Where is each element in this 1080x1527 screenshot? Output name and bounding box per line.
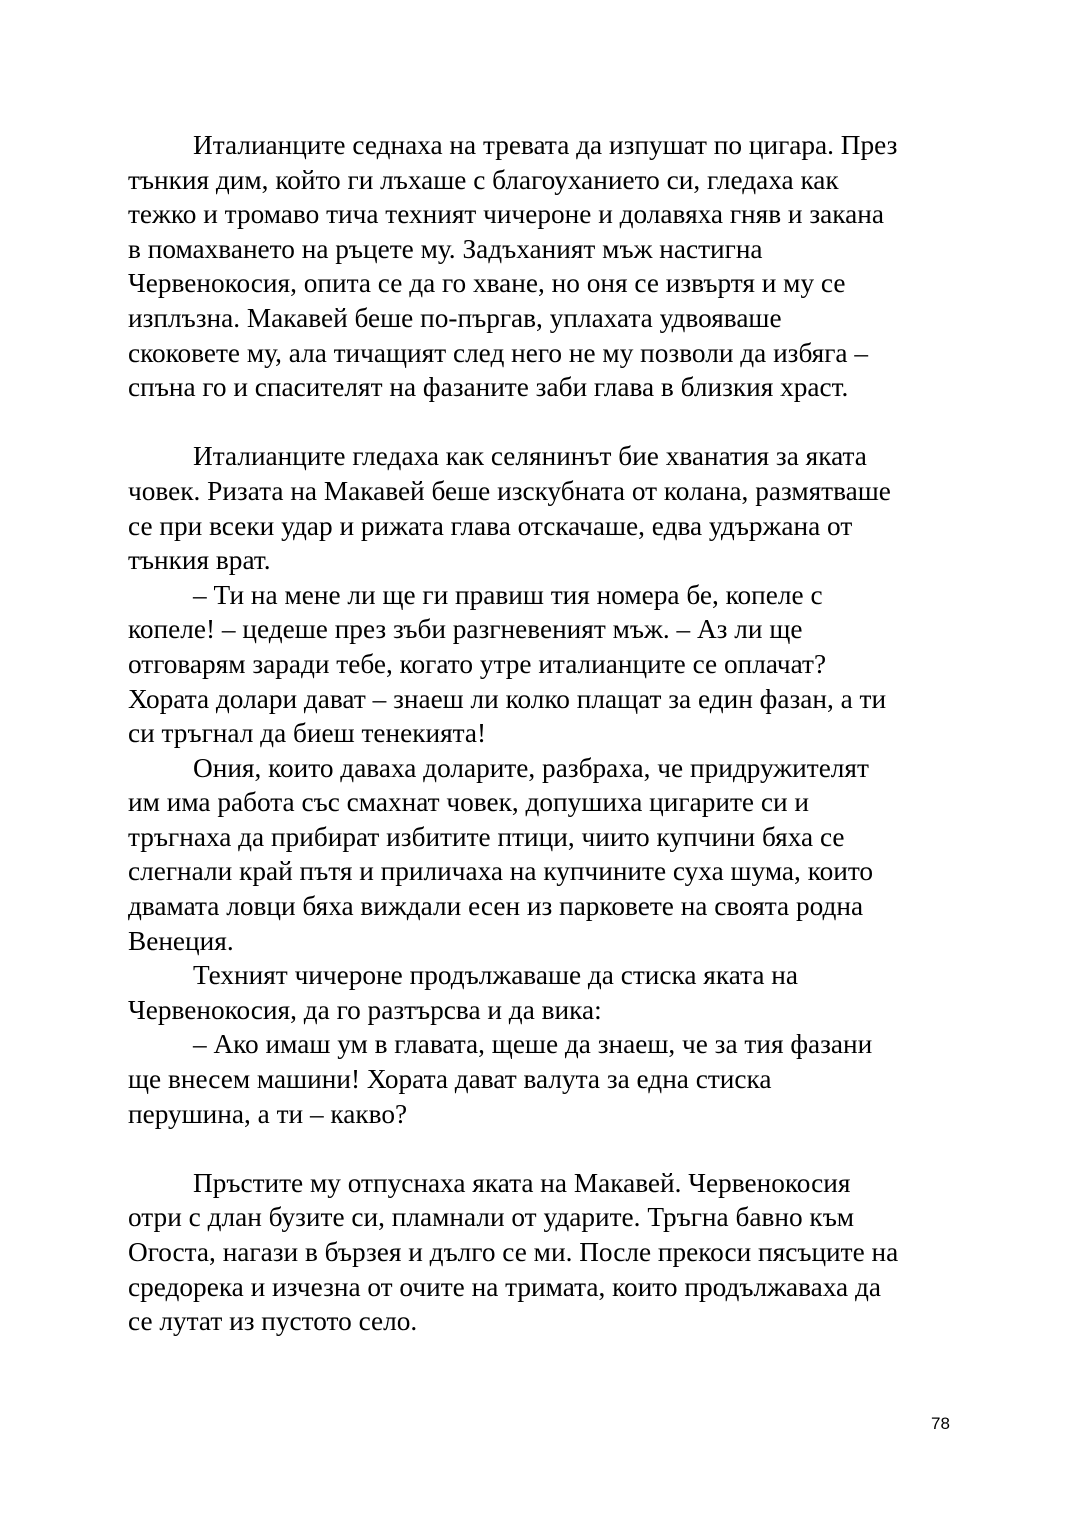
text-line: Италианците гледаха как селянинът бие хванатия за яката xyxy=(193,441,867,472)
body-text xyxy=(128,128,958,1339)
paragraph xyxy=(128,578,958,751)
text-line: средорека и изчезна от очите на тримата, които продължаваха да xyxy=(128,1271,881,1302)
text-line: слегнали край пътя и приличаха на купчините суха шума, които xyxy=(128,856,874,887)
text-line: им има работа със смахнат човек, допушиха цигарите си и xyxy=(128,787,809,818)
text-line: тежко и тромаво тича техният чичероне и долавяха гняв и закана xyxy=(128,199,884,230)
text-line: се при всеки удар и рижата глава отскачаше, едва удържана от xyxy=(128,510,853,541)
page-number: 78 xyxy=(931,1414,950,1433)
paragraph-spacer xyxy=(128,1131,958,1166)
text-line: Пръстите му отпуснаха яката на Макавей. Червенокосия xyxy=(193,1167,851,1198)
text-line: Червенокосия, да го разтърсва и да вика: xyxy=(128,994,602,1025)
text-line: изплъзна. Макавей беше по-пъргав, уплахата удвояваше xyxy=(128,302,782,333)
text-line: в помахването на ръцете му. Задъханият мъж настигна xyxy=(128,233,763,264)
text-line: двамата ловци бяха виждали есен из парковете на своята родна xyxy=(128,891,864,922)
paragraph xyxy=(128,439,958,577)
paragraph xyxy=(128,751,958,959)
text-line: скоковете му, ала тичащият след него не му позволи да избяга – xyxy=(128,337,869,368)
paragraph xyxy=(128,958,958,1027)
paragraph xyxy=(128,1166,958,1339)
text-line: човек. Ризата на Макавей беше изскубната от колана, размятваше xyxy=(128,475,891,506)
text-line: тръгнаха да прибират избитите птици, чиито купчини бяха се xyxy=(128,821,845,852)
text-line: копеле! – цедеше през зъби разгневеният мъж. – Аз ли ще xyxy=(128,614,803,645)
text-line: Червенокосия, опита се да го хване, но оня се извъртя и му се xyxy=(128,268,846,299)
text-line: си тръгнал да биеш тенекията! xyxy=(128,718,487,749)
text-line: се лутат из пустото село. xyxy=(128,1306,418,1337)
paragraph-spacer xyxy=(128,405,958,440)
text-line: – Ако имаш ум в главата, щеше да знаеш, че за тия фазани xyxy=(193,1029,873,1060)
text-line: тънкия врат. xyxy=(128,545,271,576)
paragraph xyxy=(128,1027,958,1131)
text-line: Венеция. xyxy=(128,925,234,956)
text-line: тънкия дим, който ги лъхаше с благоуханието си, гледаха как xyxy=(128,164,839,195)
text-line: спъна го и спасителят на фазаните заби глава в близкия храст. xyxy=(128,372,849,403)
text-line: ще внесем машини! Хората дават валута за една стиска xyxy=(128,1064,772,1095)
paragraph xyxy=(128,128,958,405)
text-line: отри с длан бузите си, пламнали от ударите. Тръгна бавно към xyxy=(128,1202,855,1233)
text-line: Огоста, нагази в бързея и дълго се ми. После прекоси пясъците на xyxy=(128,1237,899,1267)
text-line: перушина, а ти – какво? xyxy=(128,1098,408,1129)
text-line: отговарям заради тебе, когато утре италианците се оплачат? xyxy=(128,648,827,679)
text-line: Италианците седнаха на тревата да изпушат по цигара. През xyxy=(193,130,898,160)
text-line: Техният чичероне продължаваше да стиска яката на xyxy=(193,960,799,991)
text-line: – Ти на мене ли ще ги правиш тия номера бе, копеле с xyxy=(193,579,823,610)
text-line: Ония, които даваха доларите, разбраха, че придружителят xyxy=(193,752,869,783)
text-line: Хората долари дават – знаеш ли колко плащат за един фазан, а ти xyxy=(128,683,887,714)
